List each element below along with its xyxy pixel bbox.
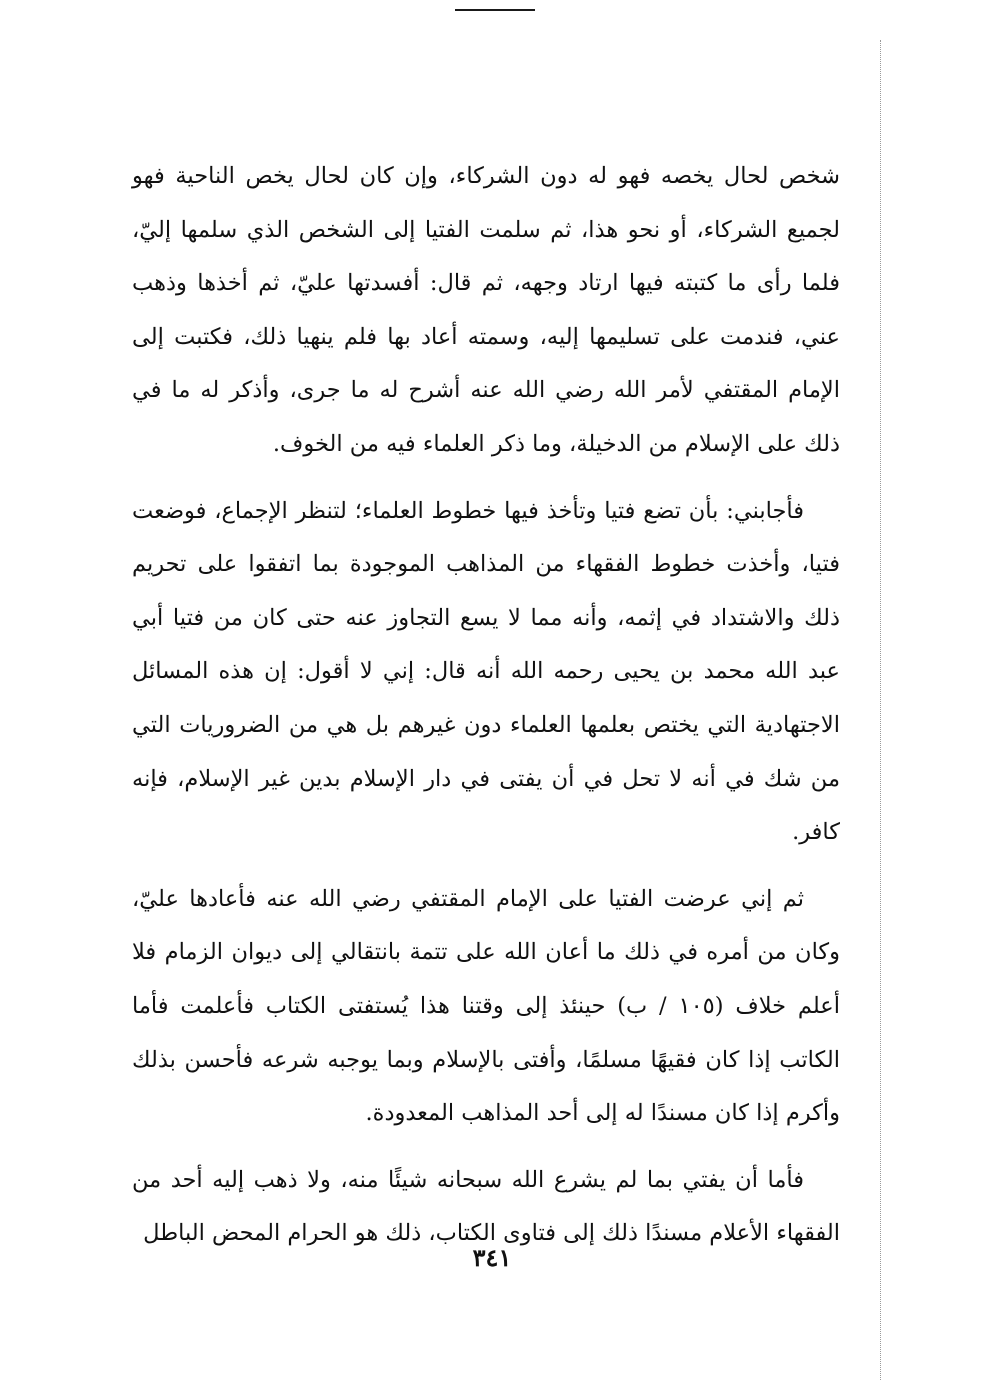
top-rule: [455, 9, 535, 11]
page-number: ٣٤١: [472, 1243, 512, 1272]
paragraph-3: ثم إني عرضت الفتيا على الإمام المقتفي رضي الله عنه فأعادها عليّ، وكان من أمره في ذلك ما أعان الله على تتمة بانتقالي إلى ديوان الزمام فلا أعلم خلاف (١٠٥ / ب) حينئذ إلى وقتنا هذا يُستفتى الكتاب فأعلمت فأما الكاتب إذا كان فقيهًا مسلمًا، وأفتى بالإسلام وبما يوجبه شرعه فأحسن بذلك وأكرم إذا كان مسندًا له إلى أحد المذاهب المعدودة.: [132, 885, 840, 1127]
paragraph-2: فأجابني: بأن تضع فتيا وتأخذ فيها خطوط العلماء؛ لتنظر الإجماع، فوضعت فتيا، وأخذت خطوط الفقهاء من المذاهب الموجودة بما اتفقوا على تحريم ذلك والاشتداد في إثمه، وأنه مما لا يسع التجاوز عنه حتى كان من فتيا أبي عبد الله محمد بن يحيى رحمه الله أنه قال: إني لا أقول: إن هذه المسائل الاجتهادية التي يختص بعلمها العلماء دون غيرهم بل هي من الضروريات التي من شك في أنه لا تحل في أن يفتى في دار الإسلام بدين غير الإسلام، فإنه كافر.: [132, 497, 840, 846]
body-text: [132, 150, 840, 1261]
paragraph-4: فأما أن يفتي بما لم يشرع الله سبحانه شيئًا منه، ولا ذهب إليه أحد من الفقهاء الأعلام مسندًا ذلك إلى فتاوى الكتاب، ذلك هو الحرام المحض الباطل: [132, 1166, 840, 1247]
paragraph-1: شخص لحال يخصه فهو له دون الشركاء، وإن كان لحال يخص الناحية فهو لجميع الشركاء، أو نحو هذا، ثم سلمت الفتيا إلى الشخص الذي سلمها إليّ، فلما رأى ما كتبته فيها ارتاد وجهه، ثم قال: أفسدتها عليّ، ثم أخذها وذهب عني، فندمت على تسليمها إليه، وسمته أعاد بها فلم ينهيا ذلك، فكتبت إلى الإمام المقتفي لأمر الله رضي الله عنه أشرح له ما جرى، وأذكر له ما في ذلك على الإسلام من الدخيلة، وما ذكر العلماء فيه من الخوف.: [132, 163, 840, 457]
margin-rule: [880, 40, 881, 1380]
